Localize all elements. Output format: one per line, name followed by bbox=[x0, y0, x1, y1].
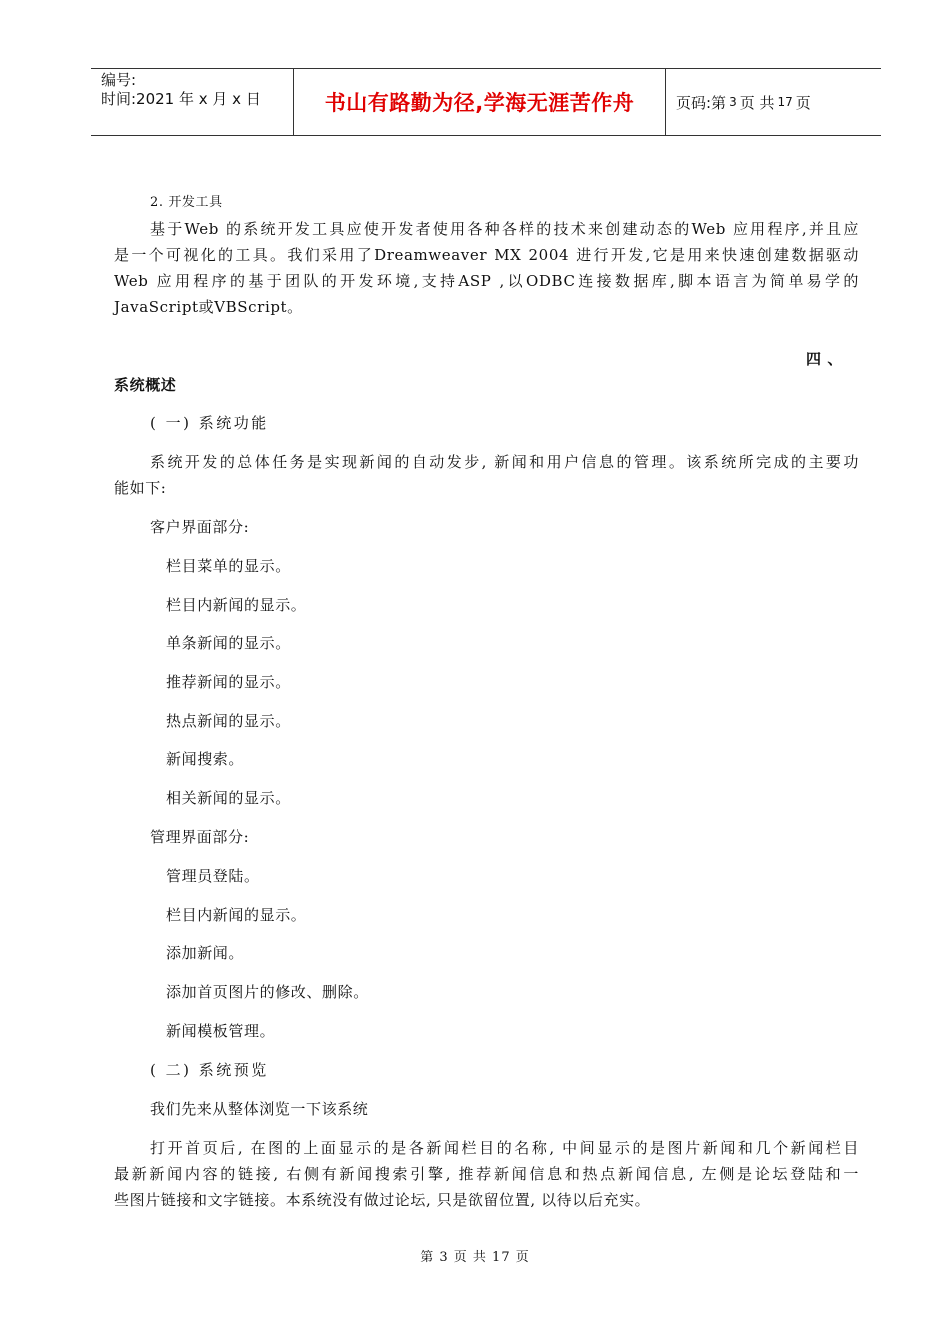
page-prefix: 页码:第 bbox=[676, 93, 727, 112]
time-label: 时间:2021 年 x 月 x 日 bbox=[101, 90, 261, 108]
list-item: 栏目菜单的显示。 bbox=[166, 557, 291, 575]
header-page-number bbox=[666, 69, 881, 135]
header-meta bbox=[91, 69, 293, 135]
list-item: 栏目内新闻的显示。 bbox=[166, 596, 307, 614]
sub-2-line-3: 些图片链接和文字链接。本系统没有做过论坛, 只是欲留位置, 以待以后充实。 bbox=[114, 1191, 651, 1209]
dev-tools-heading: 2. 开发工具 bbox=[150, 195, 223, 210]
page-suffix: 页 bbox=[795, 93, 811, 112]
list-item: 新闻搜索。 bbox=[166, 750, 245, 768]
list-item: 热点新闻的显示。 bbox=[166, 712, 291, 730]
header-motto: 书山有路勤为径,学海无涯苦作舟 bbox=[293, 69, 666, 135]
list-item: 管理员登陆。 bbox=[166, 867, 260, 885]
page-header bbox=[91, 68, 881, 136]
dev-tools-line-2: 是一个可视化的工具。我们采用了Dreamweaver MX 2004 进行开发,它是用来快速创建数据驱动 bbox=[114, 246, 859, 264]
dev-tools-line-4: JavaScript或VBScript。 bbox=[114, 298, 303, 316]
page-mid: 页 共 bbox=[739, 93, 775, 112]
sub-1-intro-line-2: 能如下: bbox=[114, 479, 167, 497]
dev-tools-line-1: 基于Web 的系统开发工具应使开发者使用各种各样的技术来创建动态的Web 应用程序,并且应 bbox=[150, 220, 859, 238]
sub-2-intro: 我们先来从整体浏览一下该系统 bbox=[150, 1100, 369, 1118]
list-item: 相关新闻的显示。 bbox=[166, 789, 291, 807]
dev-tools-line-3: Web 应用程序的基于团队的开发环境,支持ASP ,以ODBC连接数据库,脚本语言为简单易学的 bbox=[114, 272, 859, 290]
section-4-number: 四 、 bbox=[806, 350, 844, 368]
sub-1-intro-line-1: 系统开发的总体任务是实现新闻的自动发步, 新闻和用户信息的管理。该系统所完成的主要功 bbox=[150, 453, 859, 471]
sub-1-heading: ( 一) 系统功能 bbox=[150, 414, 269, 432]
admin-label: 管理界面部分: bbox=[150, 828, 250, 846]
list-item: 添加首页图片的修改、删除。 bbox=[166, 983, 369, 1001]
number-label: 编号: bbox=[101, 71, 137, 89]
client-label: 客户界面部分: bbox=[150, 518, 250, 536]
list-item: 推荐新闻的显示。 bbox=[166, 673, 291, 691]
section-4-title: 系统概述 bbox=[114, 376, 177, 394]
page-footer: 第 3 页 共 17 页 bbox=[420, 1250, 530, 1265]
page-total: 17 bbox=[777, 95, 793, 109]
sub-2-line-2: 最新新闻内容的链接, 右侧有新闻搜索引擎, 推荐新闻信息和热点新闻信息, 左侧是论坛登陆和一 bbox=[114, 1165, 859, 1183]
list-item: 新闻模板管理。 bbox=[166, 1022, 276, 1040]
list-item: 栏目内新闻的显示。 bbox=[166, 906, 307, 924]
sub-2-heading: ( 二) 系统预览 bbox=[150, 1061, 269, 1079]
list-item: 单条新闻的显示。 bbox=[166, 634, 291, 652]
page-current: 3 bbox=[729, 95, 737, 109]
list-item: 添加新闻。 bbox=[166, 944, 245, 962]
sub-2-line-1: 打开首页后, 在图的上面显示的是各新闻栏目的名称, 中间显示的是图片新闻和几个新闻栏目 bbox=[150, 1139, 859, 1157]
